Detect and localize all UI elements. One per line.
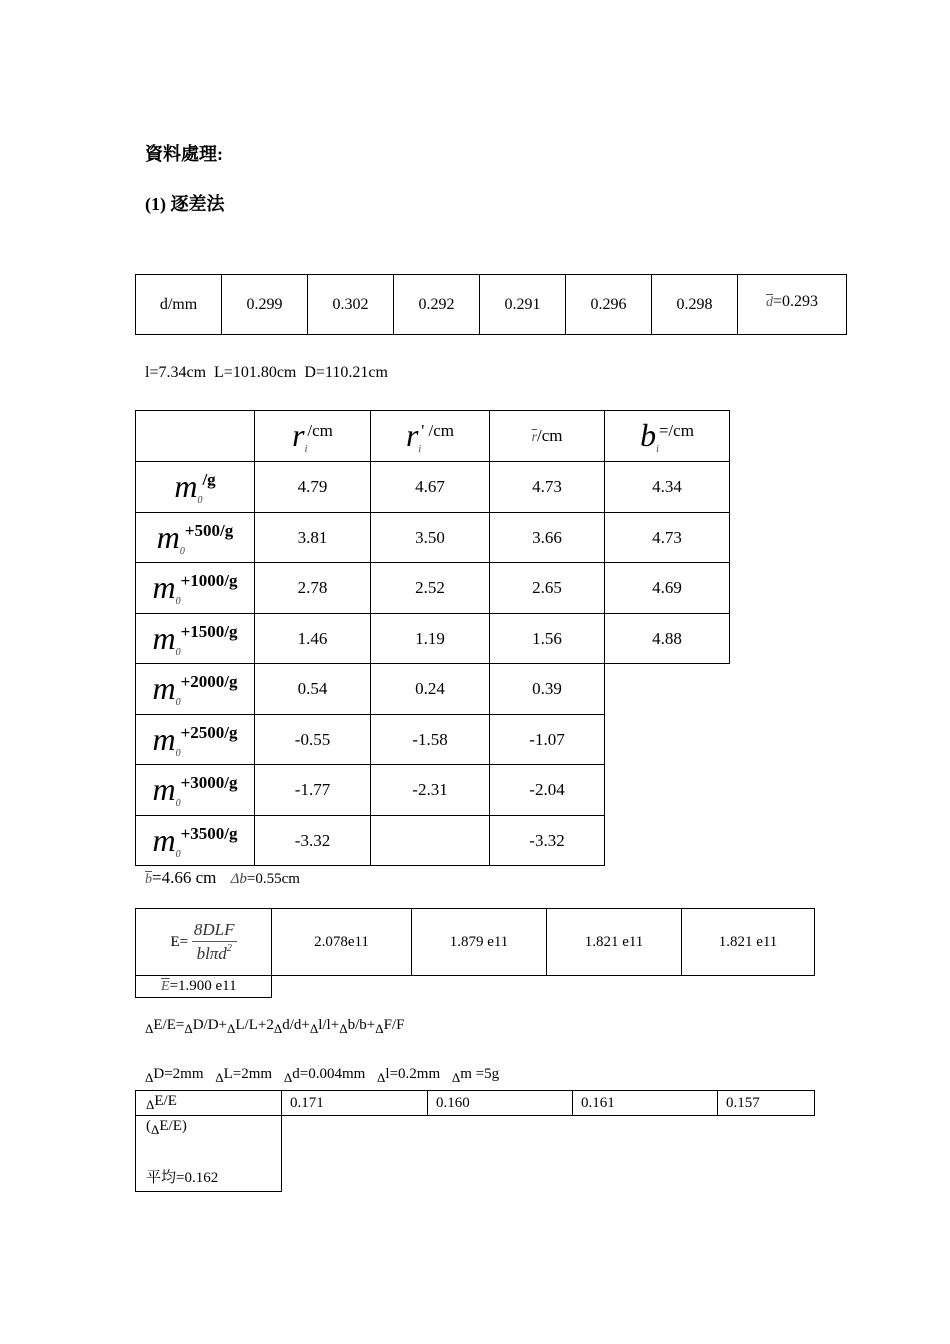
table-row <box>136 664 730 715</box>
r-prime-value: -2.31 <box>371 765 490 816</box>
r-value: -1.77 <box>255 765 371 816</box>
r-table <box>135 410 730 866</box>
e-mean-value: =1.900 e11 <box>169 978 237 994</box>
b-value: 4.69 <box>605 563 730 614</box>
load-cell: $m_0+3000/g$ <box>136 765 255 816</box>
e-mean-symbol: $\overline{E}$ <box>161 979 170 994</box>
table-row <box>136 816 730 866</box>
relative-error-table <box>135 1090 815 1192</box>
d-mean-cell <box>738 275 847 335</box>
diameter-table <box>135 274 847 335</box>
r-value: 1.46 <box>255 614 371 664</box>
r-value: -0.55 <box>255 715 371 765</box>
b-mean-value: =4.66 cm <box>152 868 217 887</box>
b-header: $b_i=/cm$ <box>605 411 730 462</box>
load-cell: $m_0+2000/g$ <box>136 664 255 715</box>
r-prime-header: $r_i'$ /cm <box>371 411 490 462</box>
e-denominator: blπd <box>196 944 227 963</box>
e-value: 1.821 e11 <box>547 909 682 976</box>
e-value: 1.879 e11 <box>412 909 547 976</box>
empty-cell <box>605 765 730 816</box>
rel-value: 0.157 <box>718 1091 815 1116</box>
load-cell: $m_0+1500/g$ <box>136 614 255 664</box>
e-prefix: E= <box>170 933 189 950</box>
empty-cell <box>605 715 730 765</box>
empty-cell <box>272 976 815 998</box>
e-numerator: 8DLF <box>192 920 237 942</box>
r-prime-value: 4.67 <box>371 462 490 513</box>
empty-cell <box>605 664 730 715</box>
r-table-corner <box>136 411 255 462</box>
e-fraction <box>192 920 237 964</box>
d-value: 0.296 <box>566 275 652 335</box>
r-prime-value: 2.52 <box>371 563 490 614</box>
table-row <box>136 715 730 765</box>
b-result <box>145 868 300 888</box>
r-prime-value: 1.19 <box>371 614 490 664</box>
empty-cell <box>605 816 730 866</box>
b-value: 4.34 <box>605 462 730 513</box>
d-label: d/mm <box>136 275 222 335</box>
table-row <box>136 513 730 563</box>
rel-value: 0.171 <box>282 1091 428 1116</box>
rel-average-cell: (ΔE/E) 平均=0.162 <box>136 1116 282 1192</box>
r-mean-value: -3.32 <box>490 816 605 866</box>
r-mean-value: 2.65 <box>490 563 605 614</box>
e-value: 1.821 e11 <box>682 909 815 976</box>
e-denominator-exp: 2 <box>226 943 232 954</box>
rel-average: 平均=0.162 <box>146 1170 219 1186</box>
r-mean-header: $\overline{r}/cm$ <box>490 411 605 462</box>
r-value: 4.79 <box>255 462 371 513</box>
e-table <box>135 908 815 998</box>
d-value: 0.298 <box>652 275 738 335</box>
r-prime-value <box>371 816 490 866</box>
section-title: 資料處理: <box>145 144 223 164</box>
r-prime-value: 3.50 <box>371 513 490 563</box>
d-mean-symbol: $\overline{d}$ <box>765 295 773 310</box>
b-value: 4.88 <box>605 614 730 664</box>
table-row <box>136 563 730 614</box>
load-cell: $m_0+500/g$ <box>136 513 255 563</box>
r-header: $r_i/cm$ <box>255 411 371 462</box>
r-mean-value: 1.56 <box>490 614 605 664</box>
r-value: 3.81 <box>255 513 371 563</box>
rel-label: ΔE/E <box>136 1091 282 1116</box>
b-value: 4.73 <box>605 513 730 563</box>
load-cell: $m_0+2500/g$ <box>136 715 255 765</box>
method-title: (1) 逐差法 <box>145 194 225 214</box>
r-mean-value: 3.66 <box>490 513 605 563</box>
rel-value: 0.161 <box>573 1091 718 1116</box>
error-formula: ΔE/E=ΔD/D+ΔL/L+2Δd/d+Δl/l+Δb/b+ΔF/F <box>145 1017 405 1036</box>
r-mean-value: 4.73 <box>490 462 605 513</box>
length-values: l=7.34cm L=101.80cm D=110.21cm <box>145 364 388 381</box>
table-row <box>136 614 730 664</box>
load-cell: $m_0+3500/g$ <box>136 816 255 866</box>
r-mean-value: 0.39 <box>490 664 605 715</box>
d-value: 0.302 <box>308 275 394 335</box>
r-prime-value: -1.58 <box>371 715 490 765</box>
r-prime-value: 0.24 <box>371 664 490 715</box>
table-row <box>136 765 730 816</box>
load-cell: $m_0/g$ <box>136 462 255 513</box>
db-value: =0.55cm <box>246 871 300 887</box>
e-value: 2.078e11 <box>272 909 412 976</box>
r-value: 0.54 <box>255 664 371 715</box>
load-cell: $m_0+1000/g$ <box>136 563 255 614</box>
empty-cell <box>282 1116 815 1192</box>
table-row <box>136 462 730 513</box>
rel-value: 0.160 <box>428 1091 573 1116</box>
r-mean-value: -1.07 <box>490 715 605 765</box>
d-value: 0.291 <box>480 275 566 335</box>
d-mean-value: =0.293 <box>772 293 819 310</box>
e-formula-cell <box>136 909 272 976</box>
r-mean-value: -2.04 <box>490 765 605 816</box>
db-symbol: Δb <box>230 871 247 887</box>
r-value: 2.78 <box>255 563 371 614</box>
r-value: -3.32 <box>255 816 371 866</box>
d-value: 0.299 <box>222 275 308 335</box>
d-value: 0.292 <box>394 275 480 335</box>
e-mean-cell <box>136 976 272 998</box>
delta-values: ΔD=2mm ΔL=2mm Δd=0.004mm Δl=0.2mm Δm =5g <box>145 1066 500 1085</box>
b-mean-symbol: $\overline{b}$ <box>145 872 152 887</box>
